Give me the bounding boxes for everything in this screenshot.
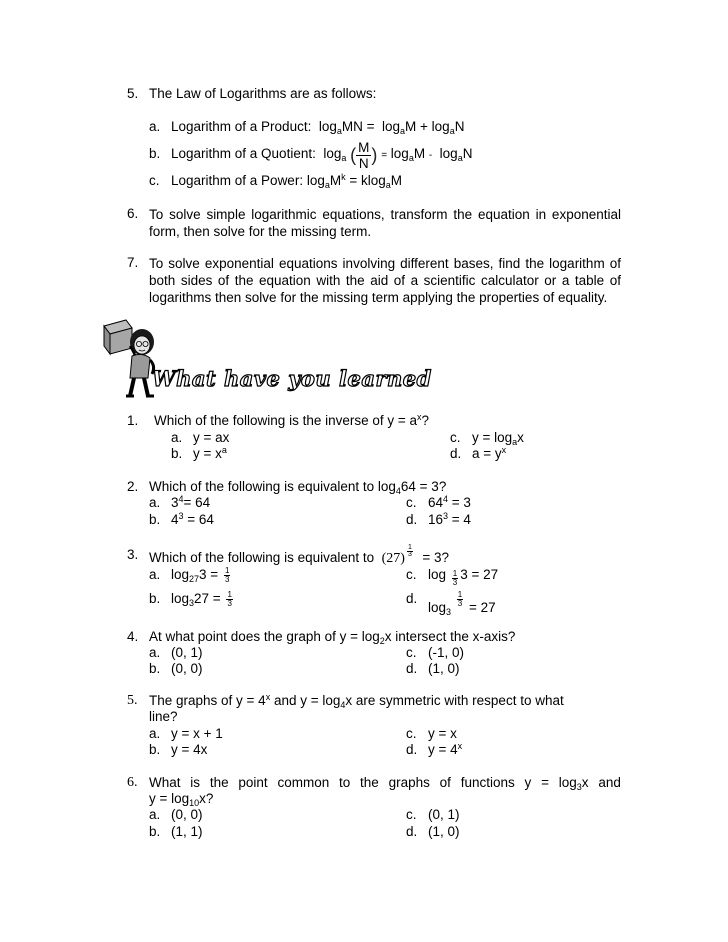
q3-c-label: c. (406, 567, 417, 582)
law-quotient-label: Logarithm of a Quotient: (171, 146, 316, 161)
q6-number: 6. (127, 775, 138, 790)
q2-question-text: Which of the following is equivalent to log (149, 479, 396, 494)
q6-a-choice: (0, 0) (171, 807, 203, 822)
q5-d-label: d. (406, 742, 418, 757)
q5-b-label: b. (149, 742, 161, 757)
q1-c-choice: $y = \log_ax$ (472, 430, 524, 447)
law-power: Logarithm of a Power: $\log_aM^k = klog_aM$ (171, 172, 403, 190)
item5-number: 5. (127, 86, 139, 101)
item7-text: To solve exponential equations involving different bases, find the logarithm of both sides of the equation with the aid of a scientific calculator or a table of logarithms then solve for the missing term applying the properties of equality. (149, 256, 621, 305)
q5-c-choice: y = x (428, 726, 457, 741)
q1-a-label: a. (171, 430, 183, 445)
item6-text: To solve simple logarithmic equations, transform the equation in exponential form, then solve for the missing term. (149, 207, 621, 239)
q3-c-choice: log $\frac{1}{3}$ 3 = 27 (428, 567, 499, 587)
q5-b-choice: y = 4x (171, 742, 208, 757)
item7-number: 7. (127, 255, 139, 270)
q5-a-choice: y = x + 1 (171, 726, 223, 741)
q3-a-label: a. (149, 567, 161, 582)
q3-b-label: b. (149, 591, 161, 606)
q5-a-label: a. (149, 726, 161, 741)
q6-d-choice: (1, 0) (428, 824, 460, 839)
q2-a-choice: $3^4= 64$ (171, 494, 211, 510)
q5-c-label: c. (406, 726, 417, 741)
q6-c-choice: (0, 1) (428, 807, 460, 822)
q4-question-text: At what point does the graph of y = log (149, 629, 380, 644)
q1-b-label: b. (171, 446, 183, 461)
q6-b-label: b. (149, 824, 161, 839)
law-power-label: Logarithm of a Power: (171, 173, 304, 188)
q2-c-label: c. (406, 495, 417, 510)
q1-c-label: c. (450, 430, 461, 445)
q5-question-line1: The graphs of $y = 4^x$ and $y = \log_4x$ are symmetric with respect to what (149, 692, 564, 710)
q3-question-text: Which of the following is equivalent to (149, 550, 375, 565)
q1-question: Which of the following is the inverse of $y = a^x$? (154, 412, 430, 428)
q4-c-label: c. (406, 645, 417, 660)
q6-question-line1: What is the point common to the graphs of functions y = $\log_3x$ and (149, 775, 621, 792)
q1-b-choice: $y = x^a$ (193, 445, 227, 461)
q3-number: 3. (127, 547, 139, 562)
q4-question: At what point does the graph of $y = \log_2x$ intersect the x-axis? (149, 629, 516, 646)
q3-a-choice: $\log_{27}3$ = $\frac{1}{3}$ (171, 566, 230, 585)
q5-d-choice: $y = 4^x$ (428, 741, 463, 757)
item6-number: 6. (127, 206, 139, 221)
q2-b-choice: $4^3 = 64$ (171, 511, 214, 527)
q4-a-choice: (0, 1) (171, 645, 203, 660)
q1-a-choice: y = ax (193, 430, 230, 445)
q2-c-choice: $64^4 = 3$ (428, 494, 471, 510)
q3-question: Which of the following is equivalent to (27) $\frac{1}{3}$ = 3? (149, 544, 450, 566)
q3-d-choice: $\log_3$ $\frac{1}{3}$ = 27 (428, 590, 496, 617)
q5-number: 5. (127, 693, 138, 708)
q2-d-label: d. (406, 512, 418, 527)
q4-a-label: a. (149, 645, 161, 660)
q4-d-label: d. (406, 661, 418, 676)
item5-text: The Law of Logarithms are as follows: (149, 86, 377, 101)
law-quotient: Logarithm of a Quotient: $\log_a$ ( $\frac{M}{N}$ ) $_=$ $\log_aM - \log_aN$ (171, 140, 473, 171)
q1-d-label: d. (450, 446, 462, 461)
q1-number: 1. (127, 413, 139, 428)
q5-question-line2: line? (149, 709, 178, 724)
q6-d-label: d. (406, 824, 418, 839)
law-product-label: Logarithm of a Product: (171, 119, 312, 134)
q4-d-choice: (1, 0) (428, 661, 460, 676)
q4-c-choice: (-1, 0) (428, 645, 465, 660)
law-b-label: b. (149, 146, 161, 161)
q2-number: 2. (127, 479, 139, 494)
q3-b-choice: $\log_327$ = $\frac{1}{3}$ (171, 590, 232, 609)
q1-question-text: Which of the following is the inverse of y = a (154, 413, 418, 428)
q4-b-choice: (0, 0) (171, 661, 203, 676)
q4-question-end: x intersect the x-axis? (384, 629, 516, 644)
q1-d-choice: $a = y^x$ (472, 445, 507, 461)
q6-a-label: a. (149, 807, 161, 822)
q2-b-label: b. (149, 512, 161, 527)
q3-d-label: d. (406, 591, 418, 606)
q4-b-label: b. (149, 661, 161, 676)
q2-question: Which of the following is equivalent to $\log_464 = 3$? (149, 479, 447, 496)
q2-a-label: a. (149, 495, 161, 510)
q4-number: 4. (127, 629, 139, 644)
q6-question-line2: $y = \log_{10}x$? (149, 791, 214, 808)
q2-d-choice: $16^3 = 4$ (428, 511, 471, 527)
section-title: What have you learned (152, 366, 432, 391)
law-a-label: a. (149, 119, 161, 134)
q6-c-label: c. (406, 807, 417, 822)
q6-b-choice: (1, 1) (171, 824, 203, 839)
law-c-label: c. (149, 173, 160, 188)
law-product: Logarithm of a Product: $\log_aMN = \log_aM + \log_aN$ (171, 119, 465, 136)
